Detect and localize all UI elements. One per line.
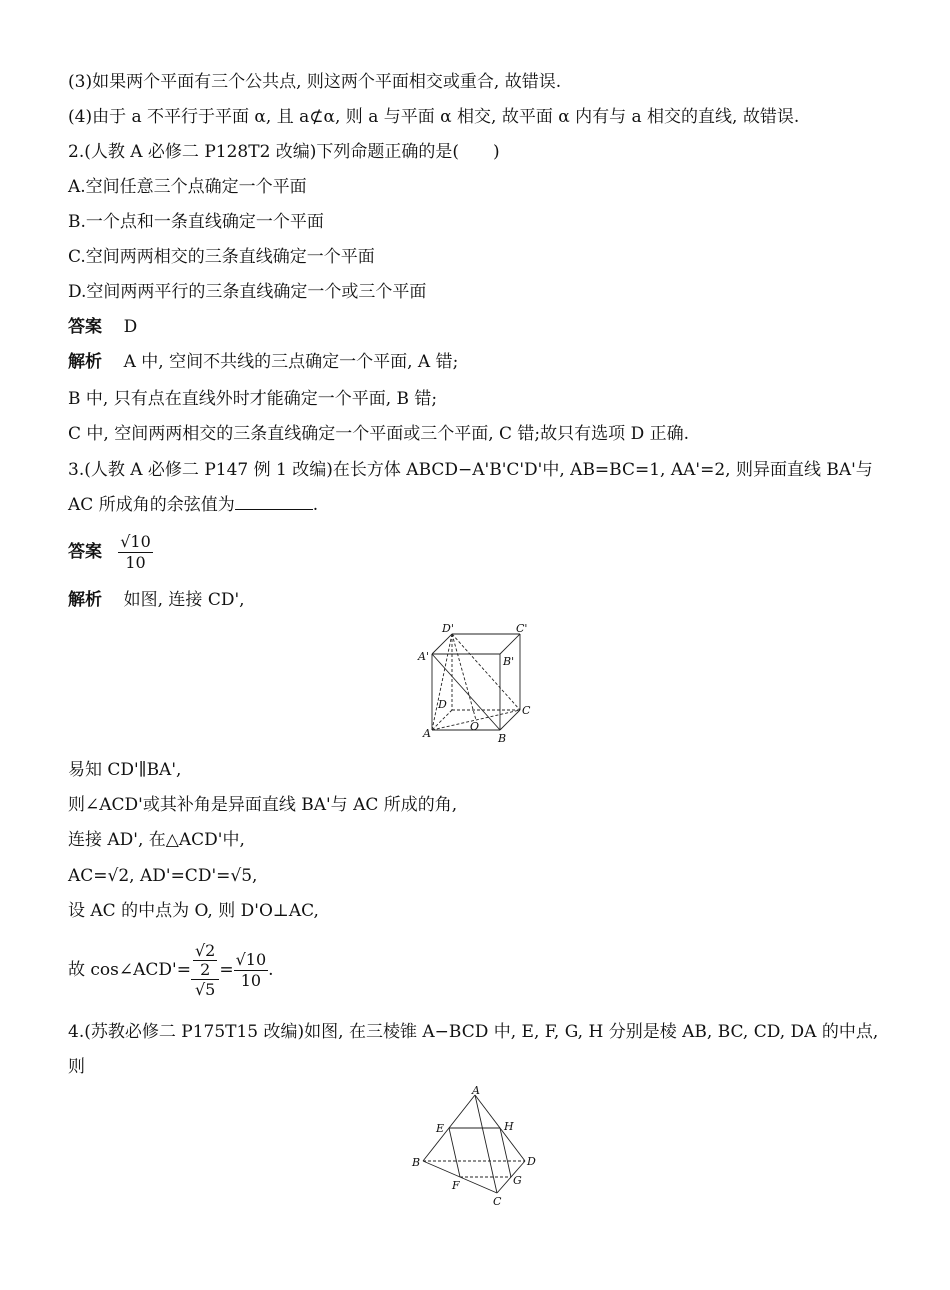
text-line: (3)如果两个平面有三个公共点, 则这两个平面相交或重合, 故错误. [68,72,562,92]
text-line: 易知 CD'∥BA', [68,760,182,780]
label-c: C [493,1195,502,1208]
inner-denominator: 2 [200,959,211,979]
inner-numerator: √2 [194,940,216,960]
cuboid-figure [410,620,550,745]
label-e: E [436,1122,445,1135]
label-c-prime: C' [516,622,528,635]
question-3: 3.(人教 A 必修二 P147 例 1 改编)在长方体 ABCD−A'B'C'D'中, AB=BC=1, AA'=2, 则异面直线 BA'与 [68,460,873,480]
text-line: 连接 AD', 在△ACD'中, [68,830,245,850]
answer-fraction [118,532,153,573]
text-line: 则∠ACD'或其补角是异面直线 BA'与 AC 所成的角, [68,795,458,815]
label-d-prime: D' [442,622,454,635]
formula-text: 故 cos∠ACD'= [68,960,191,980]
label-g: G [513,1174,522,1187]
answer-value: D [123,317,138,337]
option-d: D.空间两两平行的三条直线确定一个或三个平面 [68,282,427,302]
result-fraction [234,950,269,991]
compound-denominator: √5 [194,979,216,999]
analysis-text: 如图, 连接 CD', [123,590,245,610]
text-line: B 中, 只有点在直线外时才能确定一个平面, B 错; [68,389,438,409]
answer-row [68,530,153,574]
label-a: A [423,727,431,740]
label-b: B [412,1156,421,1169]
option-c: C.空间两两相交的三条直线确定一个平面 [68,247,375,267]
label-a: A [472,1085,480,1097]
q3-text: AC 所成角的余弦值为 [68,495,235,515]
label-d: D [527,1155,536,1168]
label-b-prime: B' [503,655,515,668]
label-o: O [470,720,480,733]
compound-fraction [191,942,219,1000]
answer-blank [235,493,313,510]
analysis-label: 解析 [68,590,102,610]
question-3-cont [68,493,318,517]
result-numerator: √10 [235,950,267,969]
result-denominator: 10 [240,971,262,990]
label-d: D [438,698,447,711]
inner-fraction [193,942,217,979]
answer-row [68,315,137,339]
equals-sign: = [219,960,234,980]
text-line: C 中, 空间两两相交的三条直线确定一个平面或三个平面, C 错;故只有选项 D 正确. [68,424,690,444]
label-h: H [504,1120,514,1133]
compound-numerator [191,942,219,980]
cosine-formula [68,934,274,1006]
option-b: B.一个点和一条直线确定一个平面 [68,212,324,232]
label-c: C [522,704,531,717]
text-line: (4)由于 a 不平行于平面 α, 且 a⊄α, 则 a 与平面 α 相交, 故平面 α 内有与 a 相交的直线, 故错误. [68,107,800,127]
formula-end: . [268,960,274,980]
label-b: B [498,732,507,745]
question-4-cont: 则 [68,1057,85,1077]
analysis-row [68,350,458,374]
question-2: 2.(人教 A 必修二 P128T2 改编)下列命题正确的是( ) [68,142,500,162]
fraction-denominator: 10 [125,553,146,572]
tetrahedron-figure [405,1085,555,1210]
analysis-label: 解析 [68,352,102,372]
option-a: A.空间任意三个点确定一个平面 [68,177,307,197]
text-line: 设 AC 的中点为 O, 则 D'O⊥AC, [68,901,319,921]
analysis-row [68,588,245,612]
label-f: F [452,1179,460,1192]
question-4: 4.(苏教必修二 P175T15 改编)如图, 在三棱锥 A−BCD 中, E, F, G, H 分别是棱 AB, BC, CD, DA 的中点, [68,1022,879,1042]
label-a-prime: A' [418,650,429,663]
answer-label: 答案 [68,317,102,337]
analysis-text: A 中, 空间不共线的三点确定一个平面, A 错; [123,352,459,372]
q3-period: . [312,495,319,515]
text-line: AC=√2, AD'=CD'=√5, [68,866,258,886]
fraction-numerator: √10 [120,532,151,551]
answer-label: 答案 [68,542,102,562]
